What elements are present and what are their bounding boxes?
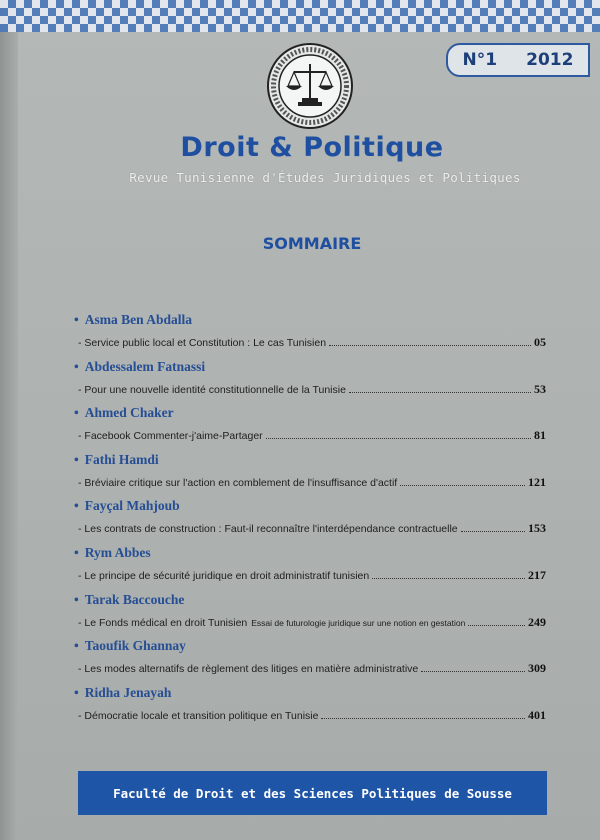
journal-title: Droit & Politique: [180, 132, 444, 163]
toc-line: [74, 331, 546, 353]
toc-entry: [74, 356, 546, 403]
issue-number: N°1: [462, 50, 498, 70]
journal-subtitle: Revue Tunisienne d'Études Juridiques et Politiques: [129, 170, 521, 185]
toc-title: - Service public local et Constitution : Le cas Tunisien: [78, 337, 327, 349]
dot-leader: [321, 718, 525, 719]
toc-title: - Les contrats de construction : Faut-il reconnaître l'interdépendance contractuelle: [78, 523, 458, 536]
dot-leader: [329, 345, 531, 346]
toc-title: - Les modes alternatifs de règlement des litiges en matière administrative: [78, 663, 419, 676]
issue-badge: [446, 43, 590, 77]
spine-shadow: [0, 0, 18, 840]
toc-author: • Abdessalem Fatnassi: [74, 358, 206, 374]
toc-page: 05: [534, 335, 546, 349]
scales-of-justice-emblem-icon: [266, 42, 354, 130]
dot-leader: [349, 392, 531, 393]
toc-author: • Ridha Jenayah: [74, 684, 172, 700]
dot-leader: [421, 671, 525, 672]
toc-author: • Fayçal Mahjoub: [74, 498, 180, 514]
toc-author: • Taoufik Ghannay: [74, 638, 186, 654]
toc-entry: [74, 542, 546, 589]
toc-page: 121: [528, 474, 546, 489]
issue-year: 2012: [526, 50, 574, 70]
toc-entry: [74, 682, 546, 729]
dot-leader: [461, 531, 525, 532]
toc-title-note: Essai de futurologie juridique sur une notion en gestation: [251, 617, 466, 628]
toc-page: 53: [534, 381, 546, 396]
toc-page: 217: [528, 567, 546, 582]
toc-line: [74, 517, 546, 539]
sommaire-heading: SOMMAIRE: [262, 234, 362, 253]
toc-page: 249: [528, 614, 546, 629]
toc-title: - Facebook Commenter-j'aime-Partager: [78, 430, 263, 443]
toc-author: • Fathi Hamdi: [74, 451, 159, 467]
dot-leader: [400, 485, 525, 486]
toc-title: - Le Fonds médical en droit Tunisien Essai de futurologie juridique sur une notion en gestation: [78, 616, 466, 629]
toc-title: - Bréviaire critique sur l'action en comblement de l'insuffisance d'actif: [78, 476, 398, 489]
faculty-footer-banner: Faculté de Droit et des Sciences Politiques de Sousse: [78, 771, 547, 815]
toc-line: [74, 564, 546, 586]
toc-line: [74, 378, 546, 400]
decorative-pattern-band: [0, 0, 600, 32]
toc-page: 401: [528, 707, 546, 722]
toc-entry: [74, 309, 546, 356]
toc-author: • Asma Ben Abdalla: [74, 312, 193, 327]
dot-leader: [468, 625, 525, 626]
dot-leader: [372, 578, 525, 579]
toc-page: 309: [528, 661, 546, 676]
toc-author: • Tarak Baccouche: [74, 591, 185, 607]
toc-title: - Le principe de sécurité juridique en droit administratif tunisien: [78, 569, 370, 582]
toc-line: [74, 424, 546, 446]
table-of-contents: [74, 309, 546, 728]
toc-line: [74, 704, 546, 726]
toc-page: 153: [528, 521, 546, 536]
toc-page: 81: [534, 428, 546, 443]
dot-leader: [266, 438, 531, 439]
toc-entry: [74, 589, 546, 636]
toc-line: [74, 471, 546, 493]
toc-author: • Ahmed Chaker: [74, 405, 174, 421]
toc-title: - Pour une nouvelle identité constitutionnelle de la Tunisie: [78, 383, 346, 396]
toc-entry: [74, 635, 546, 682]
toc-line: [74, 611, 546, 633]
toc-entry: [74, 449, 546, 496]
toc-entry: [74, 402, 546, 449]
toc-title: - Démocratie locale et transition politique en Tunisie: [78, 709, 319, 722]
toc-line: [74, 657, 546, 679]
toc-entry: [74, 495, 546, 542]
toc-author: • Rym Abbes: [74, 544, 151, 560]
